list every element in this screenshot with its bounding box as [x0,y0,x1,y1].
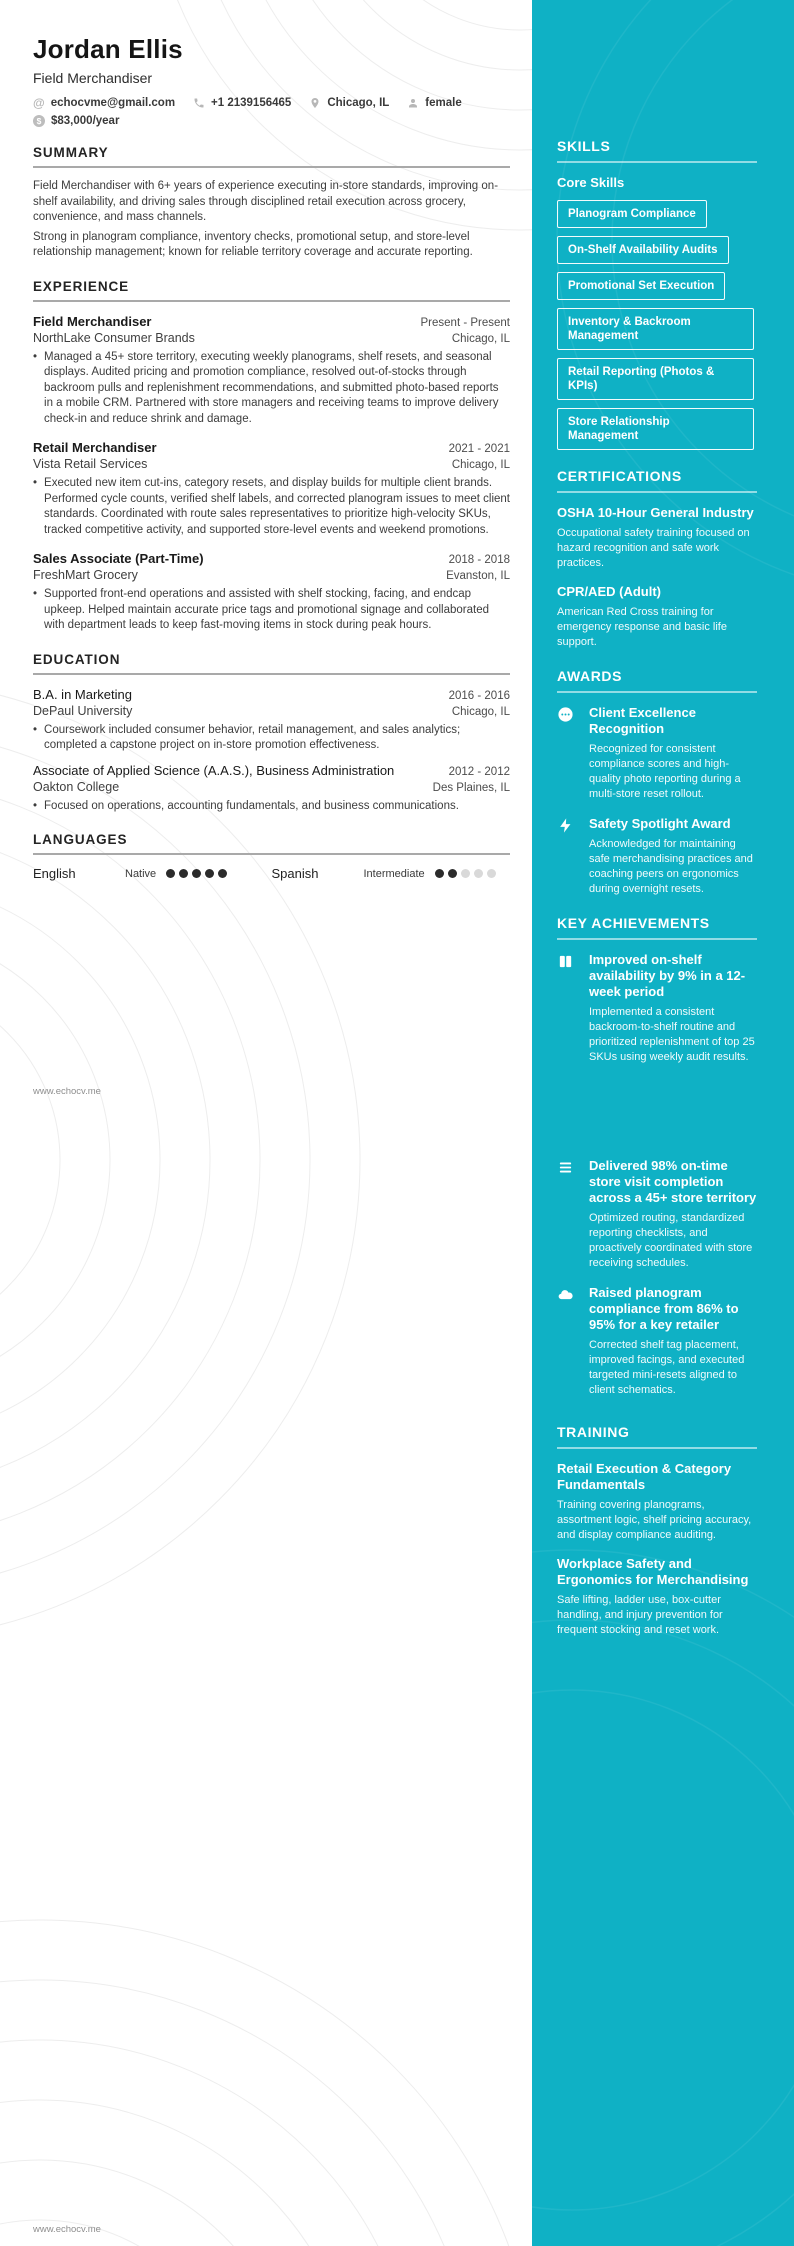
email-value: echocvme@gmail.com [50,97,176,109]
skill-chip: Inventory & Backroom Management [557,308,754,350]
job-bullet [33,476,510,538]
language-name: English [33,866,76,881]
level-dot [218,869,227,878]
school-location: Des Plaines, IL [432,781,510,794]
language-level: Intermediate [363,867,425,880]
achievement-title: Raised planogram compliance from 86% to 95% for a key retailer [589,1285,739,1332]
job-location: Chicago, IL [451,459,510,471]
skill-chip: On-Shelf Availability Audits [557,236,729,264]
achievement-title: Delivered 98% on-time store visit completion across a 45+ store territory [589,1158,757,1205]
education-bullet [33,723,510,754]
achievement-desc: Corrected shelf tag placement, improved facings, and executed targeted mini-resets aligned to client schematics. [589,1339,745,1396]
list-icon [557,1158,577,1271]
footer-website-url[interactable]: www.echocv.me [33,2224,101,2235]
job-company: FreshMart Grocery [33,568,138,582]
location-value: Chicago, IL [327,97,390,109]
bullet-marker: • [33,477,38,489]
job-title: Sales Associate (Part-Time) [33,551,204,566]
sidebar-page2 [557,1158,757,1656]
key-achievements-section [557,915,757,1065]
skills-group-label: Core Skills [557,175,625,190]
skills-section [557,138,757,450]
job-company: NorthLake Consumer Brands [33,330,195,345]
candidate-name: Jordan Ellis [33,34,183,64]
achievement-item [557,1285,757,1398]
job-location: Evanston, IL [446,570,510,582]
training-heading: TRAINING [557,1424,630,1440]
level-dot [487,869,496,878]
bullet-text: Supported front-end operations and assisted with shelf stocking, facing, and endcap upkeep. Helped maintain accurate price tags and promotional signage and collaborated with department leads to keep fast-moving items in stock during peak hours. [44,588,489,631]
certification-title: CPR/AED (Adult) [557,584,661,599]
bullet-marker: • [33,799,38,812]
bullet-marker: • [33,588,38,600]
education-dates: 2012 - 2012 [448,765,510,778]
bullet-marker: • [33,350,38,363]
sidebar-column [532,0,794,2246]
footer-website-url[interactable]: www.echocv.me [33,1086,101,1097]
key-achievements-heading: KEY ACHIEVEMENTS [557,915,710,931]
section-divider [557,491,757,493]
summary-paragraph: Strong in planogram compliance, inventory checks, promotional setup, and store-level relationship management; known for reliable territory coverage and accurate reporting. [33,230,473,258]
section-divider [33,673,510,675]
language-level-dots [435,869,496,878]
person-icon [407,97,419,109]
language-level: Native [125,867,157,880]
training-section [557,1424,757,1638]
school-location: Chicago, IL [451,705,510,718]
languages-heading: LANGUAGES [33,832,128,847]
skill-chip: Planogram Compliance [557,200,707,228]
education-heading: EDUCATION [33,651,121,667]
contact-location [309,97,389,109]
education-dates: 2016 - 2016 [448,689,510,702]
achievement-title: Improved on-shelf availability by 9% in a 12-week period [589,952,746,999]
job-bullet [33,350,510,428]
language-level-dots [166,869,227,878]
achievement-item [557,952,757,1065]
training-title: Retail Execution & Category Fundamentals [557,1461,732,1492]
salary-value: $83,000/year [51,115,120,127]
bullet-text: Managed a 45+ store territory, executing weekly planograms, shelf resets, and seasonal displays. Audited pricing and promotion compliance, resolved out-of-stocks through backroom pulls and replenishment recommendations, and submitted photo-based reports in a mobile CRM. Partnered with store managers and receiving teams to improve delivery check-in and reduce shrink and damage. [44,350,499,425]
experience-section [33,279,510,634]
candidate-title: Field Merchandiser [33,70,153,86]
bullet-text: Coursework included consumer behavior, retail management, and sales analytics; completed a capstone project on in-store promotion effectiveness. [44,723,461,751]
school-name: DePaul University [33,703,133,718]
main-column [0,0,532,881]
language-name: Spanish [271,866,319,881]
level-dot [179,869,188,878]
map-pin-icon [309,97,321,109]
job-dates: Present - Present [420,316,510,329]
job-location: Chicago, IL [451,332,510,345]
skills-heading: SKILLS [557,138,611,154]
award-title: Safety Spotlight Award [589,816,731,831]
award-desc: Recognized for consistent compliance scores and high-quality photo reporting during a multi-store reset rollout. [589,743,741,800]
experience-entry [33,313,510,428]
degree-title: Associate of Applied Science (A.A.S.), Business Administration [33,762,395,778]
section-divider [557,161,757,163]
certification-title: OSHA 10-Hour General Industry [557,505,754,520]
achievement-item [557,1158,757,1271]
book-icon [557,952,577,1065]
experience-entry [33,550,510,634]
level-dot [448,869,457,878]
section-divider [33,853,510,855]
at-icon: @ [33,96,45,110]
awards-heading: AWARDS [557,668,623,684]
bullet-text: Executed new item cut-ins, category resets, and display builds for multiple client brands. Performed cycle counts, verified shelf labels, and corrected planogram issues to meet client standards. Coordinated with route sales representatives to prioritize high-velocity SKUs, tracked competitive activity, and supported store-level events and weekend promotions. [44,477,511,536]
phone-value: +1 2139156465 [211,97,292,109]
phone-icon [193,97,205,109]
level-dot [166,869,175,878]
training-item [557,1556,757,1638]
award-desc: Acknowledged for maintaining safe merchandising practices and coaching peers on ergonomics during overnight resets. [589,838,753,895]
summary-paragraph: Field Merchandiser with 6+ years of experience executing in-store standards, improving on-shelf availability, and driving sales through disciplined retail execution across grocery, convenience, and mass channels. [33,180,499,223]
language-item [33,866,272,881]
section-divider [33,166,510,168]
summary-heading: SUMMARY [33,145,109,160]
section-divider [33,300,510,302]
section-divider [557,1447,757,1449]
awards-section [557,668,757,897]
languages-section [33,832,510,881]
section-divider [557,938,757,940]
level-dot [192,869,201,878]
level-dot [205,869,214,878]
sidebar-page1 [557,138,757,1083]
achievement-desc: Implemented a consistent backroom-to-shelf routine and prioritized replenishment of top 25 SKUs using weekly audit results. [589,1006,755,1063]
skill-chip: Retail Reporting (Photos & KPIs) [557,358,754,400]
school-name: Oakton College [33,779,120,794]
skill-chip-list [557,200,757,450]
education-section [33,652,510,815]
training-desc: Safe lifting, ladder use, box-cutter handling, and injury prevention for frequent stocking and reset work. [557,1594,723,1636]
award-title: Client Excellence Recognition [589,705,696,736]
achievement-desc: Optimized routing, standardized reporting checklists, and proactively coordinated with store receiving schedules. [589,1212,753,1269]
education-bullet [33,799,510,815]
gender-value: female [425,97,462,109]
training-item [557,1461,757,1543]
education-entry [33,686,510,754]
job-title: Retail Merchandiser [33,440,157,455]
level-dot [474,869,483,878]
job-dates: 2021 - 2021 [448,443,510,455]
degree-title: B.A. in Marketing [33,686,132,702]
lightning-icon [557,816,577,897]
training-desc: Training covering planograms, assortment logic, shelf pricing accuracy, and display compliance auditing. [557,1499,752,1541]
summary-section [33,145,510,261]
contact-row [33,96,510,127]
contact-email[interactable] [33,96,175,110]
award-item [557,705,757,802]
language-item [272,866,511,881]
contact-phone[interactable] [193,97,291,109]
certifications-section [557,468,757,650]
certifications-heading: CERTIFICATIONS [557,468,682,484]
certification-desc: American Red Cross training for emergency response and basic life support. [557,606,727,648]
contact-gender [407,97,461,109]
skill-chip: Promotional Set Execution [557,272,725,300]
certification-item [557,505,757,571]
level-dot [435,869,444,878]
job-bullet [33,587,510,634]
bullet-marker: • [33,723,38,736]
languages-row [33,866,510,881]
section-divider [557,691,757,693]
experience-heading: EXPERIENCE [33,278,130,294]
level-dot [461,869,470,878]
job-title: Field Merchandiser [33,313,152,329]
comment-icon [557,705,577,802]
education-entry [33,762,510,815]
job-company: Vista Retail Services [33,457,148,471]
award-item [557,816,757,897]
cloud-icon [557,1285,577,1398]
training-title: Workplace Safety and Ergonomics for Merchandising [557,1556,749,1587]
skill-chip: Store Relationship Management [557,408,754,450]
job-dates: 2018 - 2018 [448,554,510,566]
certification-item [557,584,757,650]
coin-icon: $ [33,115,45,127]
certification-desc: Occupational safety training focused on hazard recognition and safe work practices. [557,527,750,569]
contact-salary [33,115,119,127]
experience-entry [33,439,510,538]
bullet-text: Focused on operations, accounting fundamentals, and business communications. [44,799,459,812]
